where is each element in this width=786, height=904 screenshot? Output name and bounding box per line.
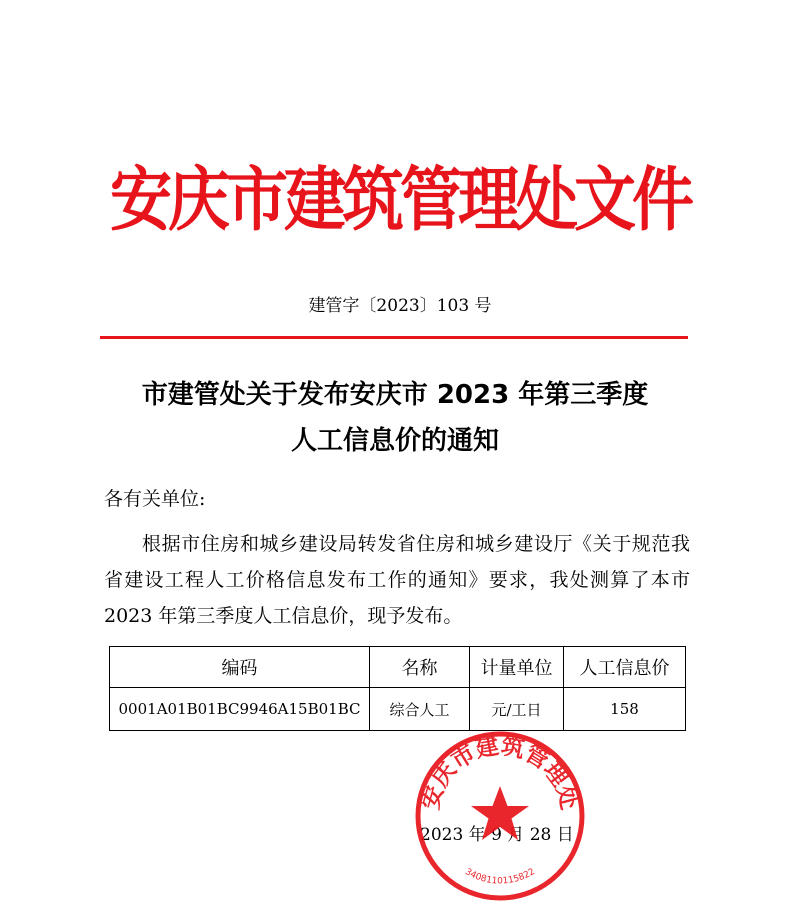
body-paragraph: 根据市住房和城乡建设局转发省住房和城乡建设厅《关于规范我省建设工程人工价格信息发布工作的通知》要求，我处测算了本市 2023 年第三季度人工信息价，现予发布。 — [104, 533, 690, 627]
table-header-row — [110, 647, 686, 688]
header-code: 编码 — [110, 647, 370, 688]
cell-unit: 元/工日 — [470, 688, 564, 731]
official-seal-stamp — [412, 728, 588, 904]
seal-star-icon — [471, 786, 529, 840]
salutation: 各有关单位: — [104, 488, 206, 510]
notice-title-line-1: 市建管处关于发布安庆市 2023 年第三季度 — [141, 380, 649, 410]
header-unit: 计量单位 — [470, 647, 564, 688]
cell-name: 综合人工 — [370, 688, 470, 731]
document-number: 建管字〔2023〕103 号 — [308, 296, 492, 316]
notice-title — [90, 372, 700, 464]
header-price: 人工信息价 — [564, 647, 686, 688]
document-header-title: 安庆市建筑管理处文件 — [109, 158, 690, 241]
header-name: 名称 — [370, 647, 470, 688]
table-row — [110, 688, 686, 731]
cell-price: 158 — [564, 688, 686, 731]
red-divider-line — [100, 336, 688, 339]
notice-title-line-2: 人工信息价的通知 — [290, 426, 499, 456]
cell-code: 0001A01B01BC9946A15B01BC — [110, 688, 370, 731]
seal-code-text: 3408110115822 — [463, 866, 537, 887]
labor-price-table — [109, 646, 686, 731]
issue-date: 2023 年 9 月 28 日 — [420, 825, 574, 845]
seal-ring-text: 安庆市建筑管理处 — [417, 733, 583, 813]
